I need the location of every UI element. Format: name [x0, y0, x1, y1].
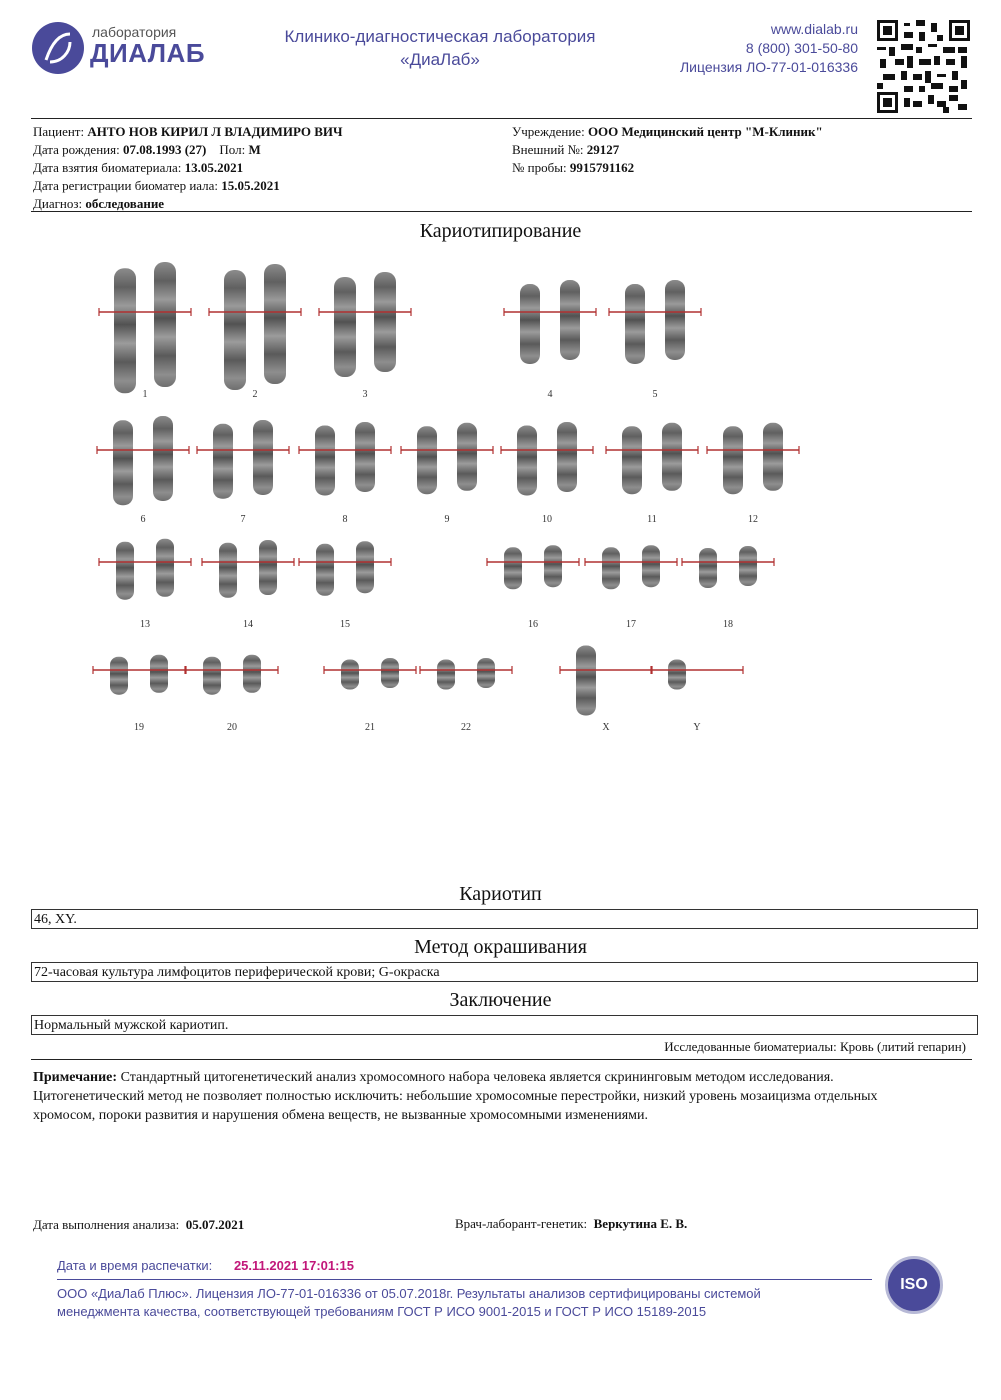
chromosome-label-4: 4 [547, 389, 553, 400]
chromosome-pair-22 [420, 658, 512, 733]
chromosome-21-2 [381, 658, 399, 688]
info-divider [31, 211, 972, 212]
chromosome-pair-14 [202, 540, 294, 630]
chromosome-6-2 [153, 416, 173, 501]
chromosome-label-10: 10 [542, 514, 552, 525]
chromosome-pair-13 [99, 539, 191, 630]
chromosome-label-6: 6 [140, 514, 146, 525]
chromosome-7-2 [253, 420, 273, 495]
print-datetime: Дата и время распечатки: 25.11.2021 17:01:15 [57, 1258, 354, 1273]
chromosome-15-1 [316, 544, 334, 596]
chromosome-label-X: X [602, 722, 610, 733]
chromosome-11-1 [622, 426, 642, 494]
chromosome-pair-4 [504, 280, 596, 400]
chromosome-label-2: 2 [252, 389, 258, 400]
chromosome-16-1 [504, 547, 522, 589]
chromosome-1-2 [154, 262, 176, 387]
chromosome-20-2 [243, 655, 261, 693]
logo-wordmark: ДИАЛАБ [90, 38, 206, 68]
chromosome-21-1 [341, 660, 359, 690]
chromosome-3-2 [374, 272, 396, 372]
chromosome-5-1 [625, 284, 645, 364]
note-label: Примечание: [33, 1070, 118, 1085]
qr-code-icon [877, 20, 970, 113]
chromosome-8-2 [355, 422, 375, 492]
karyotype-heading: Кариотип [459, 883, 542, 905]
chromosome-13-1 [116, 542, 134, 600]
chromosome-label-15: 15 [340, 619, 350, 630]
chromosome-18-2 [739, 546, 757, 586]
note-text: Стандартный цитогенетический анализ хромосомного набора человека является скрининговым методом исследования. Цитогенетический метод не позволяет полностью исключить: небольшие хромосомные перестройки, низкий уровень мозаицизма отдельных хромосом, пороки развития и нарушения обмена веществ, не вызванные хромосомными изменениями. [33, 1070, 878, 1123]
chromosome-2-1 [224, 270, 246, 390]
chromosome-22-2 [477, 658, 495, 688]
chromosome-7-1 [213, 424, 233, 499]
chromosome-label-22: 22 [461, 722, 471, 733]
chromosome-9-2 [457, 423, 477, 491]
conclusion-value: Нормальный мужской кариотип. [31, 1015, 978, 1035]
chromosome-pair-X [560, 646, 652, 734]
chromosome-10-1 [517, 426, 537, 496]
chromosome-6-1 [113, 420, 133, 505]
institution-name: ООО Медицинский центр "М-Клиник" [587, 124, 823, 139]
chromosome-label-18: 18 [723, 619, 733, 630]
patient-name: АНТО НОВ КИРИЛ Л ВЛАДИМИРО ВИЧ [87, 124, 343, 139]
doctor-signoff: Врач-лаборант-генетик: Веркутина Е. В. [455, 1216, 688, 1231]
chromosome-pair-6 [97, 416, 189, 525]
chromosome-label-5: 5 [652, 389, 658, 400]
staining-method-heading: Метод окрашивания [414, 936, 587, 958]
chromosome-label-19: 19 [134, 722, 144, 733]
chromosome-label-7: 7 [240, 514, 246, 525]
registration-date: 15.05.2021 [221, 178, 280, 193]
chromosome-2-2 [264, 264, 286, 384]
patient-sex: М [248, 142, 261, 157]
chromosome-16-2 [544, 545, 562, 587]
chromosome-label-11: 11 [647, 514, 657, 525]
chromosome-17-2 [642, 545, 660, 587]
biomaterial-info: Исследованные биоматериалы: Кровь (литий гепарин) [664, 1039, 966, 1054]
chromosome-pair-16 [487, 545, 579, 630]
karyotype-result: 46, XY. [31, 909, 978, 929]
chromosome-12-2 [763, 423, 783, 491]
patient-dob: 07.08.1993 (27) [122, 142, 207, 157]
footer-line-2: менеджмента качества, соответствующей требованиям ГОСТ Р ИСО 9001-2015 и ГОСТ Р ИСО 15189-2015 [57, 1304, 707, 1319]
chromosome-17-1 [602, 547, 620, 589]
chromosome-pair-Y [651, 660, 743, 734]
chromosome-Y-1 [668, 660, 686, 690]
staining-method-value: 72-часовая культура лимфоцитов периферической крови; G-окраска [31, 962, 978, 982]
chromosome-pair-17 [585, 545, 677, 630]
chromosome-pair-2 [209, 264, 301, 400]
chromosome-19-2 [150, 655, 168, 693]
chromosome-19-1 [110, 657, 128, 695]
chromosome-5-2 [665, 280, 685, 360]
chromosome-label-20: 20 [227, 722, 237, 733]
chromosome-pair-11 [606, 423, 698, 525]
chromosome-X-1 [576, 646, 596, 716]
chromosome-pair-19 [93, 655, 185, 733]
chromosome-1-1 [114, 268, 136, 393]
chromosome-label-3: 3 [362, 389, 368, 400]
chromosome-label-17: 17 [626, 619, 636, 630]
lab-license: Лицензия ЛО-77-01-016336 [679, 59, 858, 75]
chromosome-15-2 [356, 541, 374, 593]
chromosome-pair-5 [609, 280, 701, 400]
karyogram-image [0, 245, 1001, 745]
chromosome-4-1 [520, 284, 540, 364]
chromosome-pair-10 [501, 422, 593, 525]
footer-line-1: ООО «ДиаЛаб Плюс». Лицензия ЛО-77-01-016336 от 05.07.2018г. Результаты анализов сертифицированы системой [57, 1286, 761, 1301]
note-block [33, 1068, 913, 1125]
sample-number: 9915791162 [569, 160, 635, 175]
header-divider [31, 118, 972, 119]
chromosome-pair-12 [707, 423, 799, 525]
chromosome-4-2 [560, 280, 580, 360]
chromosome-14-1 [219, 543, 237, 598]
external-number: 29127 [586, 142, 620, 157]
diagnosis: обследование [85, 196, 165, 211]
chromosome-18-1 [699, 548, 717, 588]
patient-info: Пациент: АНТО НОВ КИРИЛ Л ВЛАДИМИРО ВИЧ Дата рождения: 07.08.1993 (27) Пол: М Дата взятия биоматериала: 13.05.2021 Дата регистрации биоматер иала: 15.05.2021 Диагноз: обследование [33, 124, 343, 211]
chromosome-label-16: 16 [528, 619, 538, 630]
conclusion-heading: Заключение [449, 989, 552, 1011]
chromosome-label-12: 12 [748, 514, 758, 525]
chromosome-22-1 [437, 660, 455, 690]
footer-divider [57, 1279, 872, 1280]
chromosome-pair-9 [401, 423, 493, 525]
lab-title-short: «ДиаЛаб» [400, 50, 480, 69]
chromosome-label-9: 9 [444, 514, 450, 525]
chromosome-layer [93, 262, 799, 733]
chromosome-9-1 [417, 426, 437, 494]
results-divider [31, 1059, 972, 1060]
chromosome-14-2 [259, 540, 277, 595]
chromosome-label-Y: Y [693, 722, 701, 733]
chromosome-20-1 [203, 657, 221, 695]
chromosome-8-1 [315, 426, 335, 496]
chromosome-pair-18 [682, 546, 774, 630]
lab-title: Клинико-диагностическая лаборатория [284, 27, 596, 46]
karyotyping-title: Кариотипирование [419, 220, 582, 242]
chromosome-pair-21 [324, 658, 416, 733]
lab-phone: 8 (800) 301-50-80 [745, 40, 858, 56]
chromosome-3-1 [334, 277, 356, 377]
collection-date: 13.05.2021 [184, 160, 244, 175]
chromosome-pair-15 [299, 541, 391, 630]
chromosome-pair-20 [186, 655, 278, 733]
lab-website[interactable]: www.dialab.ru [770, 21, 858, 37]
chromosome-label-1: 1 [142, 389, 148, 400]
chromosome-12-1 [723, 426, 743, 494]
analysis-date: Дата выполнения анализа: 05.07.2021 [33, 1217, 245, 1232]
dialab-logo-icon [32, 22, 84, 74]
chromosome-label-13: 13 [140, 619, 150, 630]
institution-info: Учреждение: ООО Медицинский центр "М-Клиник" Внешний №: 29127 № пробы: 9915791162 [512, 124, 823, 175]
chromosome-13-2 [156, 539, 174, 597]
chromosome-pair-3 [319, 272, 411, 400]
chromosome-label-21: 21 [365, 722, 375, 733]
chromosome-pair-8 [299, 422, 391, 525]
chromosome-label-14: 14 [243, 619, 253, 630]
chromosome-pair-1 [99, 262, 191, 400]
chromosome-11-2 [662, 423, 682, 491]
logo-subtitle: лаборатория [92, 24, 177, 40]
chromosome-10-2 [557, 422, 577, 492]
chromosome-label-8: 8 [342, 514, 348, 525]
iso-badge-icon: ISO [885, 1256, 943, 1314]
chromosome-pair-7 [197, 420, 289, 525]
